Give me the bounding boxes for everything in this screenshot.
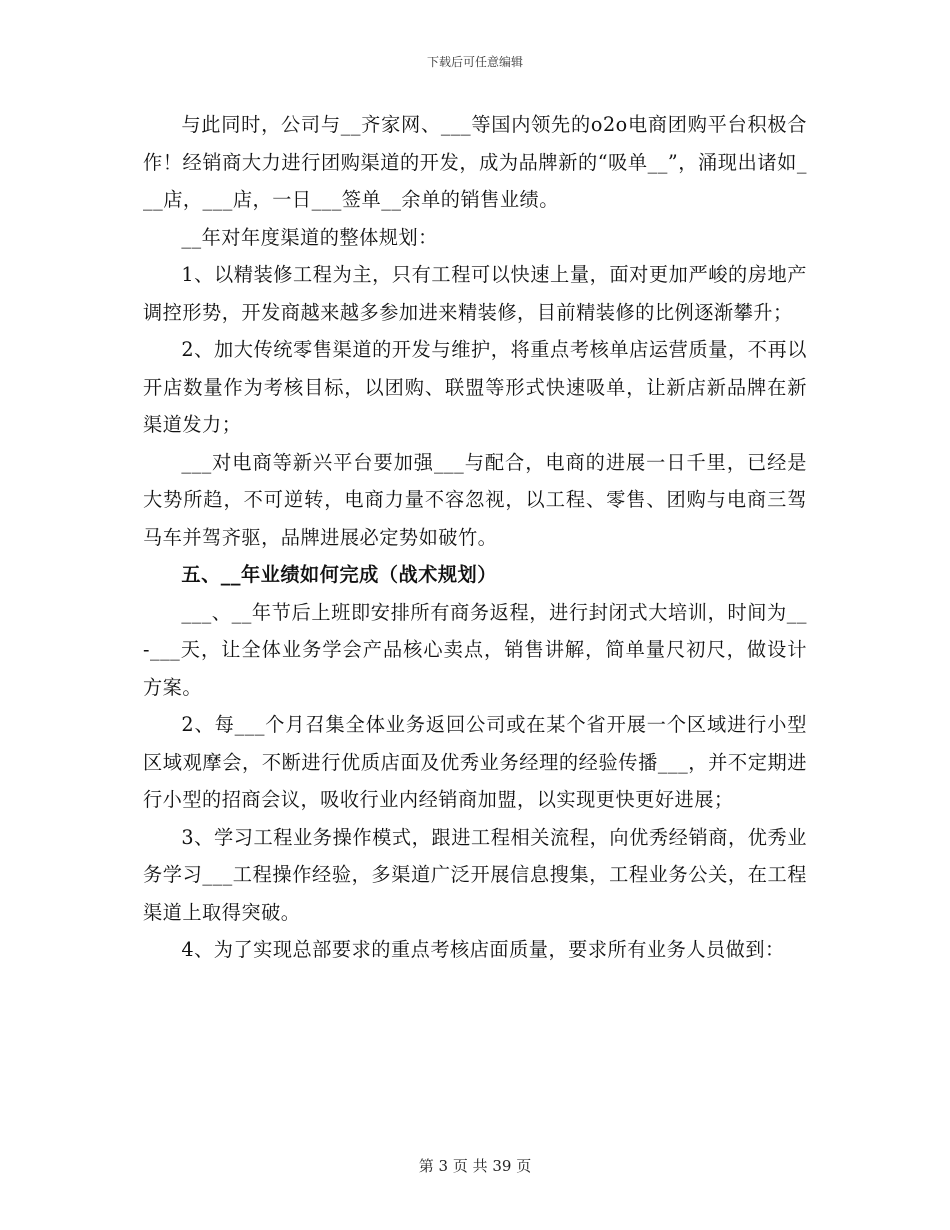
page-number-footer: 第 3 页 共 39 页 <box>418 1157 532 1175</box>
paragraph-plan-item-3: ___对电商等新兴平台要加强___与配合，电商的进展一日千里，已经是大势所趋，不可逆转，电商力量不容忽视，以工程、零售、团购与电商三驾马车并驾齐驱，品牌进展必定势如破竹。 <box>143 450 807 549</box>
paragraph-tactic-1: ___、__年节后上班即安排所有商务返程，进行封闭式大培训，时间为__-___天，让全体业务学会产品核心卖点，销售讲解，简单量尺初尺，做设计方案。 <box>143 600 807 699</box>
paragraph-tactic-2: 2、每___个月召集全体业务返回公司或在某个省开展一个区域进行小型区域观摩会，不断进行优质店面及优秀业务经理的经验传播___，并不定期进行小型的招商会议，吸收行业内经销商加盟，以实现更快更好进展； <box>143 713 807 811</box>
paragraph-plan-item-2: 2、加大传统零售渠道的开发与维护，将重点考核单店运营质量，不再以开店数量作为考核目标，以团购、联盟等形式快速吸单，让新店新品牌在新渠道发力； <box>143 338 807 436</box>
section-heading-five: 五、__年业绩如何完成（战术规划） <box>181 563 497 586</box>
paragraph-tactic-4: 4、为了实现总部要求的重点考核店面质量，要求所有业务人员做到： <box>181 938 785 961</box>
document-body <box>143 106 807 969</box>
paragraph-plan-item-1: 1、以精装修工程为主，只有工程可以快速上量，面对更加严峻的房地产调控形势，开发商越来越多参加进来精装修，目前精装修的比例逐渐攀升； <box>143 263 807 324</box>
page-header: 下载后可任意编辑 <box>426 55 523 69</box>
paragraph-tactic-3: 3、学习工程业务操作模式，跟进工程相关流程，向优秀经销商，优秀业务学习___工程操作经验，多渠道广泛开展信息搜集，工程业务公关，在工程渠道上取得突破。 <box>143 825 807 924</box>
paragraph-channel-plan-heading: __年对年度渠道的整体规划： <box>181 225 438 249</box>
paragraph-cooperation: 与此同时，公司与__齐家网、___等国内领先的o2o电商团购平台积极合作！经销商大力进行团购渠道的开发，成为品牌新的“吸单__”，涌现出诸如___店，___店，一日___签单__余单的销售业绩。 <box>143 113 807 211</box>
